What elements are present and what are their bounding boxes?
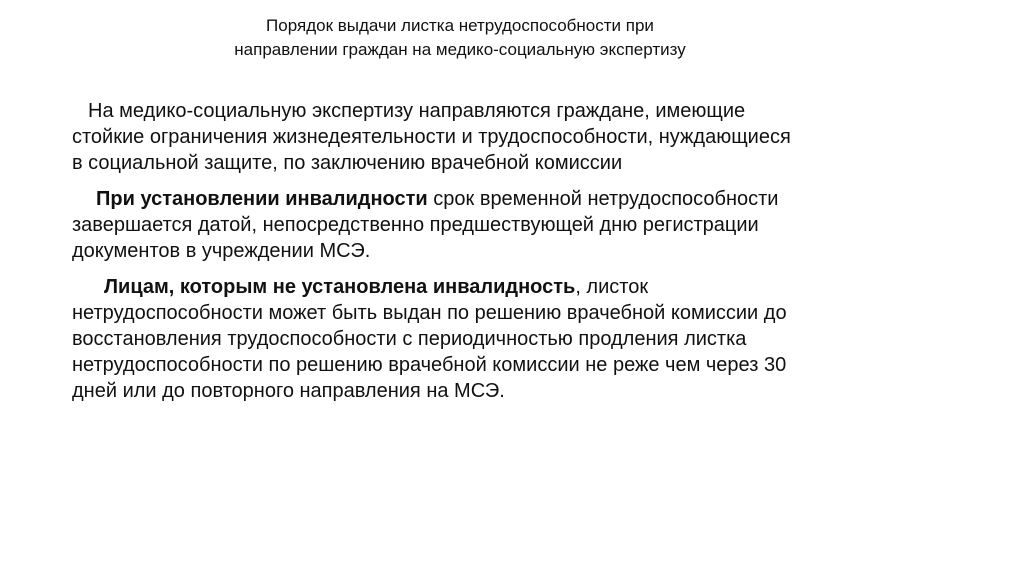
paragraph-disability-established-text: срок временной нетрудоспособности завершается датой, непосредственно предшествующей дню регистрации документов в учреждении МСЭ. (72, 188, 779, 262)
paragraph-disability-established-lead: При установлении инвалидности (96, 188, 428, 210)
slide-title-line-1: Порядок выдачи листка нетрудоспособности при (266, 16, 654, 35)
paragraph-disability-not-established (72, 274, 792, 404)
slide-title (150, 14, 770, 62)
paragraph-referral: На медико-социальную экспертизу направляются граждане, имеющие стойкие ограничения жизнедеятельности и трудоспособности, нуждающиеся в социальной защите, по заключению врачебной комиссии (72, 100, 791, 174)
slide-title-line-2: направлении граждан на медико-социальную экспертизу (234, 40, 686, 59)
paragraph-disability-not-established-text: , листок нетрудоспособности может быть выдан по решению врачебной комиссии до восстановления трудоспособности с периодичностью продления листка нетрудоспособности по решению врачебной комиссии не реже чем через 30 дней или до повторного направления на МСЭ. (72, 276, 787, 402)
paragraph-disability-not-established-lead: Лицам, которым не установлена инвалидность (104, 276, 576, 298)
slide-body (72, 98, 792, 414)
paragraph-disability-established (72, 186, 792, 264)
